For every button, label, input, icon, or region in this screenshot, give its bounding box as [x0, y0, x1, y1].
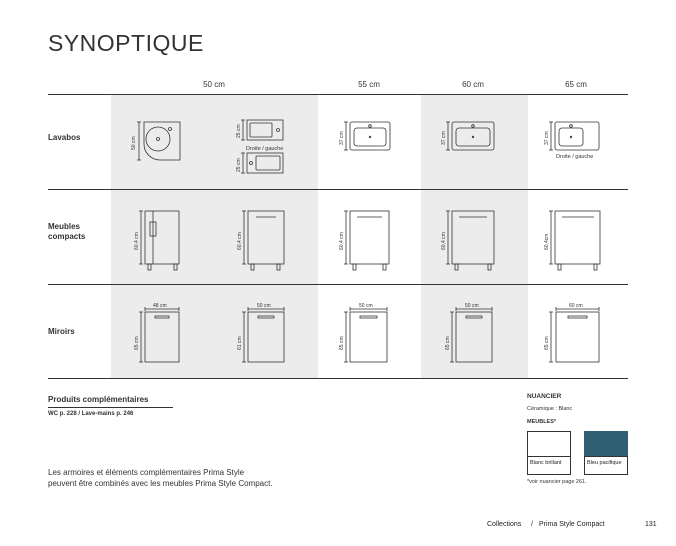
nuancier-meubles: MEUBLES*: [527, 419, 557, 425]
meuble-compact-5: [549, 211, 600, 270]
lavabo-5-caption: Droite / gauche: [556, 154, 594, 160]
produits-underline: [48, 407, 173, 408]
footer-separator: /: [531, 521, 533, 528]
miroir-4-height: 65 cm: [445, 336, 451, 350]
miroir-1: [139, 307, 179, 362]
nuancier-ceramique: Céramique : Blanc: [527, 406, 573, 412]
meuble-1-dim: 60,4 cm: [134, 232, 140, 250]
miroir-3-width: 50 cm: [359, 303, 373, 309]
lavabo-2a-dim: 25 cm: [236, 124, 242, 138]
column-header-60: 60 cm: [462, 80, 484, 89]
page-number: 131: [645, 521, 657, 528]
nuancier-voir: *voir nuancier page 261.: [527, 479, 587, 485]
miroir-1-width: 48 cm: [153, 303, 167, 309]
swatch-blanc-brillant-frame: [527, 456, 571, 475]
meuble-5-dim: 60,4cm: [544, 233, 550, 250]
row-label-miroirs: Miroirs: [48, 327, 75, 336]
miroir-4-width: 50 cm: [465, 303, 479, 309]
meuble-compact-4: [446, 211, 494, 270]
column-header-50: 50 cm: [203, 80, 225, 89]
compatibility-note: [48, 467, 348, 489]
note-line-1: Les armoires et éléments complémentaires Prima Style: [48, 468, 245, 477]
meuble-compact-2: [242, 211, 284, 270]
miroir-4: [450, 307, 492, 362]
miroir-1-height: 65 cm: [134, 336, 140, 350]
lavabo-2b-dim: 25 cm: [236, 158, 242, 172]
footer-section: Collections: [487, 521, 522, 528]
miroir-2-height: 61 cm: [237, 336, 243, 350]
column-header-55: 55 cm: [358, 80, 380, 89]
meuble-compact-3: [344, 211, 389, 270]
produits-title: Produits complémentaires: [48, 395, 149, 404]
produits-refs: WC p. 228 / Lave-mains p. 246: [48, 411, 134, 417]
lavabo-corner-basin: [137, 122, 180, 160]
swatch-bleu-pacifique-label: Bleu pacifique: [587, 460, 622, 466]
lavabo-55: [344, 122, 390, 150]
page-title: SYNOPTIQUE: [48, 30, 204, 56]
meuble-4-dim: 60,4 cm: [441, 232, 447, 250]
lavabo-1-dim: 50 cm: [131, 136, 137, 150]
lavabo-5-dim: 37 cm: [544, 131, 550, 145]
miroir-3-height: 65 cm: [339, 336, 345, 350]
miroir-5: [549, 307, 599, 362]
nuancier-title: NUANCIER: [527, 393, 562, 400]
meuble-compact-1: [139, 211, 179, 270]
meuble-3-dim: 60,4 cm: [339, 232, 345, 250]
lavabo-3-dim: 37 cm: [339, 131, 345, 145]
miroir-5-height: 65 cm: [544, 336, 550, 350]
column-header-65: 65 cm: [565, 80, 587, 89]
meuble-2-dim: 60,4 cm: [237, 232, 243, 250]
lavabo-4-dim: 37 cm: [441, 131, 447, 145]
lavabo-65: [549, 122, 599, 150]
miroir-3: [344, 307, 387, 362]
footer-subsection: Prima Style Compact: [539, 521, 605, 528]
miroir-5-width: 60 cm: [569, 303, 583, 309]
miroir-2: [242, 307, 284, 362]
row-label-meubles-compacts: Meubles compacts: [48, 222, 86, 241]
swatch-blanc-brillant-label: Blanc brillant: [530, 460, 562, 466]
miroir-2-width: 50 cm: [257, 303, 271, 309]
note-line-2: peuvent être combinés avec les meubles Prima Style Compact.: [48, 479, 273, 488]
lavabo-2-caption: Droite / gauche: [246, 146, 284, 152]
lavabo-60: [446, 122, 494, 150]
row-label-lavabos: Lavabos: [48, 133, 81, 142]
